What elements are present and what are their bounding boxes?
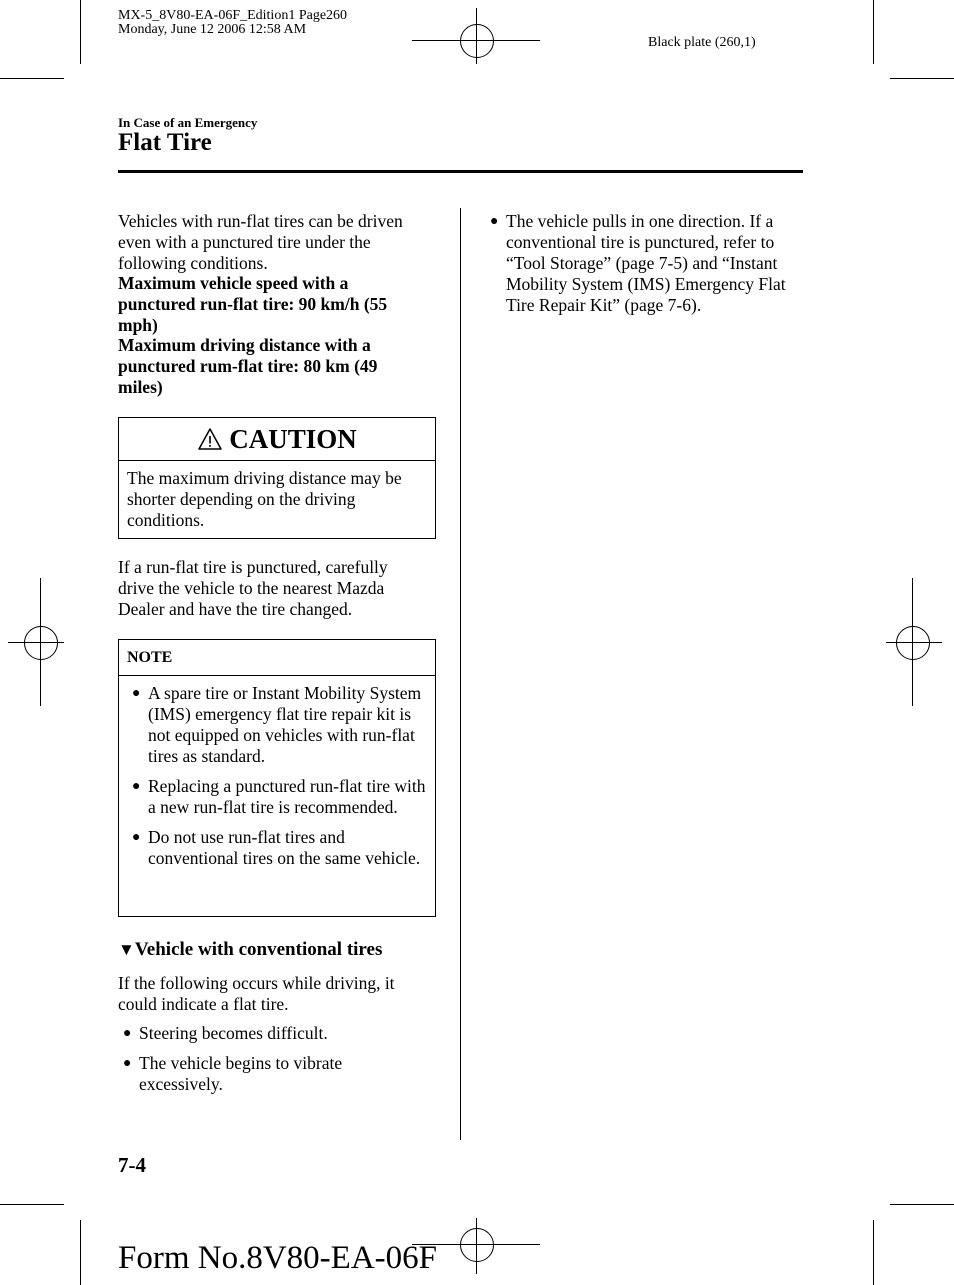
page-title: Flat Tire bbox=[118, 129, 212, 156]
caution-text: The maximum driving distance may be shorter depending on the driving conditions. bbox=[127, 468, 402, 530]
warning-icon bbox=[197, 427, 223, 451]
page-number: 7-4 bbox=[118, 1153, 146, 1177]
print-plate: Black plate (260,1) bbox=[648, 35, 756, 50]
intro-paragraph: Vehicles with run-flat tires can be driven even with a punctured tire under the following conditions. bbox=[118, 211, 403, 273]
caution-title: CAUTION bbox=[229, 423, 357, 454]
bullet-icon: ● bbox=[132, 830, 141, 845]
caution-header bbox=[119, 418, 435, 461]
subheading: ▼Vehicle with conventional tires bbox=[118, 939, 383, 960]
registration-circle bbox=[896, 626, 930, 660]
title-rule bbox=[118, 170, 803, 173]
crop-mark bbox=[873, 0, 874, 64]
section-label: In Case of an Emergency bbox=[118, 115, 258, 130]
distance-limit: Maximum driving distance with a punctured rum-flat tire: 80 km (49 miles) bbox=[118, 335, 378, 397]
bullet-icon: ● bbox=[490, 214, 499, 229]
speed-limit: Maximum vehicle speed with a punctured run-flat tire: 90 km/h (55 mph) bbox=[118, 273, 388, 335]
list-item: ● Steering becomes difficult. bbox=[123, 1023, 328, 1043]
subsection-intro: If the following occurs while driving, it could indicate a flat tire. bbox=[118, 973, 395, 1014]
print-date-line: Monday, June 12 2006 12:58 AM bbox=[118, 22, 307, 37]
list-item: ● A spare tire or Instant Mobility System (IMS) emergency flat tire repair kit is not equipped on vehicles with run-flat tires as standard. bbox=[132, 683, 422, 766]
crop-mark bbox=[890, 1204, 954, 1205]
list-item: ● Do not use run-flat tires and conventional tires on the same vehicle. bbox=[132, 827, 421, 868]
punctured-paragraph: If a run-flat tire is punctured, carefully drive the vehicle to the nearest Mazda Dealer and have the tire changed. bbox=[118, 557, 388, 619]
crop-mark bbox=[873, 1220, 874, 1285]
crop-mark bbox=[0, 1204, 64, 1205]
symptom-list bbox=[118, 1023, 398, 1095]
caution-box bbox=[118, 417, 436, 539]
registration-circle bbox=[24, 626, 58, 660]
registration-circle bbox=[460, 24, 494, 58]
crop-mark bbox=[0, 78, 64, 79]
bullet-icon: ● bbox=[132, 779, 141, 794]
bullet-icon: ● bbox=[132, 686, 141, 701]
print-file-line: MX-5_8V80-EA-06F_Edition1 Page260 bbox=[118, 8, 348, 23]
right-column-list bbox=[485, 211, 799, 316]
bullet-icon: ● bbox=[123, 1026, 132, 1041]
form-number: Form No.8V80-EA-06F bbox=[118, 1240, 437, 1276]
note-title: NOTE bbox=[119, 640, 435, 676]
crop-mark bbox=[80, 0, 81, 64]
list-item: ● The vehicle begins to vibrate excessively. bbox=[123, 1053, 343, 1094]
note-box bbox=[118, 639, 436, 917]
crop-mark bbox=[80, 1220, 81, 1285]
crop-mark bbox=[890, 78, 954, 79]
triangle-down-icon: ▼ bbox=[118, 940, 135, 959]
list-item: ● The vehicle pulls in one direction. If a conventional tire is punctured, refer to “Tool Storage” (page 7-5) and “Instant Mobility System (IMS) Emergency Flat Tire Repair Kit” (page 7-6). bbox=[490, 211, 786, 315]
note-list bbox=[119, 676, 435, 869]
bullet-icon: ● bbox=[123, 1056, 132, 1071]
list-item: ● Replacing a punctured run-flat tire with a new run-flat tire is recommended. bbox=[132, 776, 426, 817]
registration-circle bbox=[460, 1228, 494, 1262]
column-divider bbox=[460, 208, 461, 1140]
